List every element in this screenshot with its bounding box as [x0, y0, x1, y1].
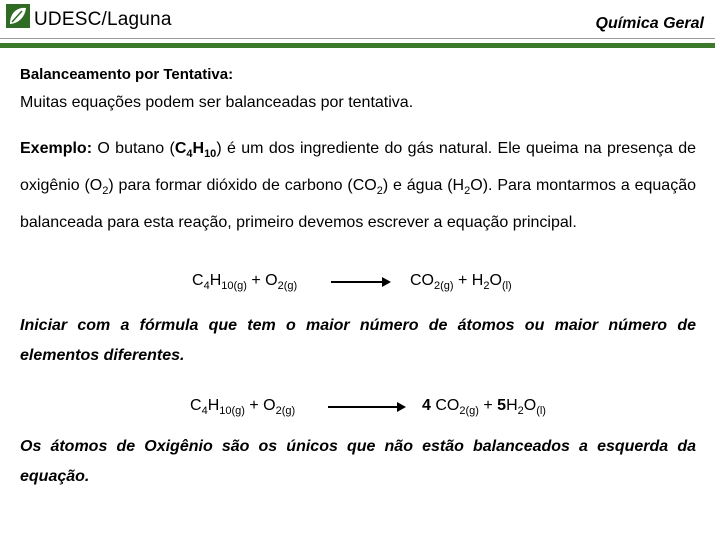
- instruction-text: Iniciar com a fórmula que tem o maior número de átomos ou maior número de elementos diferentes.: [20, 317, 696, 364]
- example-text: ) para formar dióxido de carbono (CO: [108, 177, 377, 195]
- coefficient-h2o: 5: [497, 397, 507, 414]
- reaction-arrow-1: [331, 281, 389, 283]
- section-title: Balanceamento por Tentativa:: [20, 66, 234, 83]
- butane-formula: $C_4H_{10}$: [174, 140, 217, 161]
- equation1-reactants: $C_4H_{10(g)} + O_{2(g)}$: [192, 272, 298, 292]
- example-text: ) é um dos ingrediente do gás natural. Ele queima na presença de oxigênio (O: [20, 140, 697, 195]
- course-title: Química Geral: [595, 15, 704, 32]
- udesc-leaf-logo-icon: [6, 4, 30, 28]
- intro-text: Muitas equações podem ser balanceadas por tentativa.: [20, 94, 414, 111]
- slide-header: [0, 0, 720, 46]
- brand-name: UDESC/Laguna: [34, 9, 172, 30]
- example-paragraph: Exemplo: O butano $(C_4H_{10})$ é um dos ingrediente do gás natural. Ele queima na presença de oxigênio $(O_2)$ para formar dióxido de carbono $(CO_2)$ e água $(H_2O)$. Para montarmos a equação balanceada para esta reação, primeiro devemos escrever a equação principal.: [20, 140, 697, 232]
- equation2-products: 4 $CO_{2(g)} + 5H_2O_{(l)}$: [422, 397, 546, 417]
- conclusion-text: Os átomos de Oxigênio são os únicos que não estão balanceados a esquerda da equação.: [20, 438, 696, 485]
- equation2-reactants: $C_4H_{10(g)} + O_{2(g)}$: [190, 397, 296, 417]
- header-accent-bar: [0, 43, 715, 48]
- reaction-arrow-2: [328, 406, 404, 408]
- equation1-products: $CO_{2(g)} + H_2O_{(l)}$: [410, 272, 512, 292]
- example-text: O butano (: [92, 140, 175, 157]
- coefficient-co2: 4: [422, 397, 431, 414]
- example-text: ) e água (H: [382, 177, 465, 195]
- example-label: Exemplo:: [20, 140, 93, 157]
- header-divider: [0, 38, 715, 39]
- example-text: O). Para montarmos a equação balanceada para esta reação, primeiro devemos escrever a equação principal.: [20, 177, 696, 232]
